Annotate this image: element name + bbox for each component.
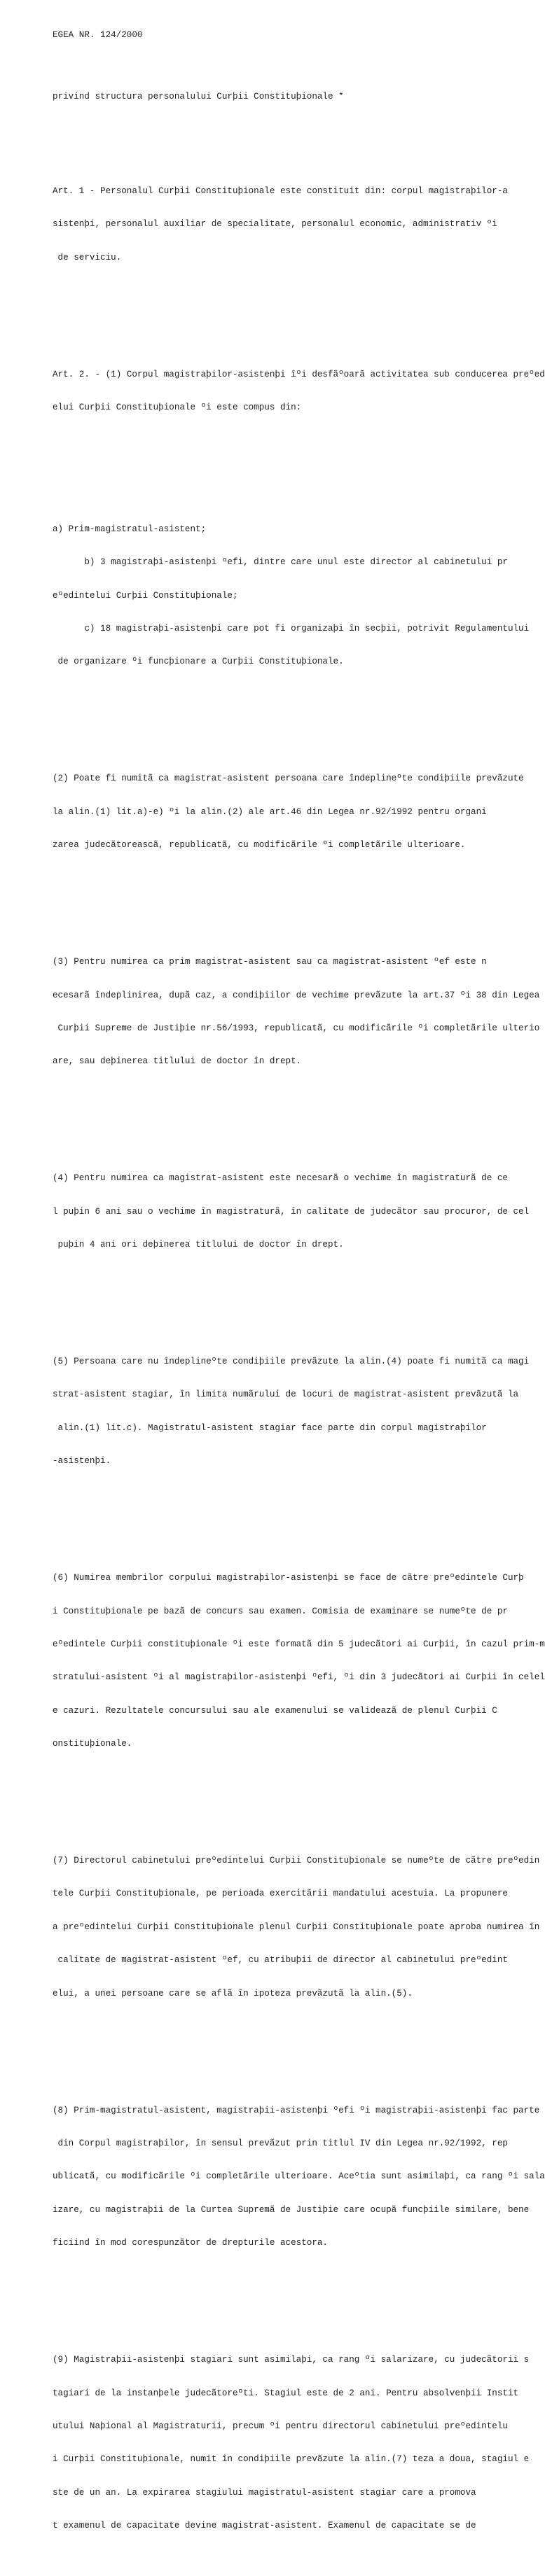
paragraph-line: sistenþi, personalul auxiliar de specialitate, personalul economic, administrativ ºi <box>53 219 497 230</box>
paragraph-line: onstituþionale. <box>53 1739 132 1749</box>
paragraph-line: e cazuri. Rezultatele concursului sau ale examenului se valideazã de plenul Curþii C <box>53 1705 497 1716</box>
paragraph-line: (6) Numirea membrilor corpului magistraþilor-asistenþi se face de cãtre preºedintele Curþ <box>53 1573 524 1583</box>
paragraph-line: de serviciu. <box>53 252 122 262</box>
paragraph-line: eºedintele Curþii constituþionale ºi este formatã din 5 judecãtori ai Curþii, în cazul prim-m <box>53 1639 545 1649</box>
paragraph-7 <box>53 1834 543 2022</box>
paragraph-line: Art. 2. - (1) Corpul magistraþilor-asistenþi îºi desfãºoarã activitatea sub conducerea preºed <box>53 369 545 379</box>
paragraph-line: (8) Prim-magistratul-asistent, magistraþii-asistenþi ºefi ºi magistraþii-asistenþi fac parte <box>53 2105 540 2115</box>
paragraph-line: l puþin 6 ani sau o vechime în magistraturã, în calitate de judecãtor sau procuror, de cel <box>53 1206 530 1217</box>
paragraph-line: stratului-asistent ºi al magistraþilor-asistenþi ºefi, ºi din 3 judecãtori ai Curþii în celel <box>53 1672 545 1683</box>
paragraph-line: utului Naþional al Magistraturii, precum ºi pentru directorul cabinetului preºedintelu <box>53 2421 508 2431</box>
paragraph-line: Art. 1 - Personalul Curþii Constituþionale este constituit din: corpul magistraþilor-a <box>53 186 508 196</box>
paragraph-line: (4) Pentru numirea ca magistrat-asistent este necesarã o vechime în magistraturã de ce <box>53 1173 508 1184</box>
paragraph-line: (2) Poate fi numitã ca magistrat-asistent persoana care îndeplineºte condiþiile prevãzute <box>53 774 524 784</box>
paragraph-3 <box>53 935 543 1090</box>
paragraph-line: la alin.(1) lit.a)-e) ºi la alin.(2) ale art.46 din Legea nr.92/1992 pentru organi <box>53 806 487 817</box>
paragraph-line: i Curþii Constituþionale, numit în condiþiile prevãzute la alin.(7) teza a doua, stagiul e <box>53 2454 530 2465</box>
paragraph-line: (7) Directorul cabinetului preºedintelui Curþii Constituþionale se numeºte de cãtre preºedin <box>53 1856 540 1866</box>
paragraph-line: a preºedintelui Curþii Constituþionale plenul Curþii Constituþionale poate aproba numirea în <box>53 1921 540 1932</box>
paragraph-line: -asistenþi. <box>53 1456 111 1466</box>
paragraph-line: zarea judecãtoreascã, republicatã, cu modificãrile ºi completãrile ulterioare. <box>53 840 466 850</box>
list-item: de organizare ºi funcþionare a Curþii Constituþionale. <box>53 657 344 667</box>
paragraph-line: ficiind în mod corespunzãtor de drepturile acestora. <box>53 2238 328 2248</box>
paragraph-line: calitate de magistrat-asistent ºef, cu atribuþii de director al cabinetului preºedint <box>53 1955 508 1966</box>
document-body <box>53 8 543 2576</box>
paragraph-line: tagiari de la instanþele judecãtoreºti. Stagiul este de 2 ani. Pentru absolvenþii Instit <box>53 2388 519 2398</box>
paragraph-line: izare, cu magistraþii de la Curtea Supremã de Justiþie care ocupã funcþiile similare, bene <box>53 2204 530 2215</box>
paragraph-line: (5) Persoana care nu îndeplineºte condiþiile prevãzute la alin.(4) poate fi numitã ca magi <box>53 1357 530 1367</box>
paragraph-line: ublicatã, cu modificãrile ºi completãrile ulterioare. Aceºtia sunt asimilaþi, ca rang ºi sala <box>53 2171 545 2182</box>
article-2-list <box>53 502 543 690</box>
paragraph-6 <box>53 1551 543 1772</box>
list-item: b) 3 magistraþi-asistenþi ºefi, dintre care unul este director al cabinetului pr <box>53 557 508 568</box>
document-header: EGEA NR. 124/2000 <box>53 29 143 40</box>
paragraph-line: elui, a unei persoane care se aflã în ipoteza prevãzutã la alin.(5). <box>53 1988 413 1998</box>
paragraph-line: ste de un an. La expirarea stagiului magistratul-asistent stagiar care a promova <box>53 2487 476 2498</box>
paragraph-line: puþin 4 ani ori deþinerea titlului de doctor în drept. <box>53 1240 344 1250</box>
list-item: eºedintelui Curþii Constituþionale; <box>53 590 238 601</box>
paragraph-line: tele Curþii Constituþionale, pe perioada exercitãrii mandatului acestuia. La propunere <box>53 1889 508 1899</box>
article-2 <box>53 347 543 435</box>
paragraph-2 <box>53 752 543 874</box>
document-subtitle: privind structura personalului Curþii Constituþionale * <box>53 91 344 102</box>
paragraph-line: are, sau deþinerea titlului de doctor în drept. <box>53 1056 302 1067</box>
list-item: c) 18 magistraþi-asistenþi care pot fi organizaþi în secþii, potrivit Regulamentului <box>53 624 530 634</box>
paragraph-line: ecesarã îndeplinirea, dupã caz, a condiþiilor de vechime prevãzute la art.37 ºi 38 din Legea <box>53 990 540 1000</box>
paragraph-8 <box>53 2083 543 2272</box>
paragraph-line: din Corpul magistraþilor, în sensul prevãzut prin titlul IV din Legea nr.92/1992, rep <box>53 2138 508 2149</box>
paragraph-5 <box>53 1334 543 1489</box>
paragraph-line: strat-asistent stagiar, în limita numãrului de locuri de magistrat-asistent prevãzutã la <box>53 1390 519 1400</box>
paragraph-line: i Constituþionale pe bazã de concurs sau examen. Comisia de examinare se numeºte de pr <box>53 1606 508 1616</box>
article-1 <box>53 164 543 286</box>
list-item: a) Prim-magistratul-asistent; <box>53 524 207 534</box>
paragraph-line: elui Curþii Constituþionale ºi este compus din: <box>53 402 302 413</box>
paragraph-line: alin.(1) lit.c). Magistratul-asistent stagiar face parte din corpul magistraþilor <box>53 1422 487 1433</box>
paragraph-line: Curþii Supreme de Justiþie nr.56/1993, republicatã, cu modificãrile ºi completãrile ulterio <box>53 1023 540 1033</box>
paragraph-line: (3) Pentru numirea ca prim magistrat-asistent sau ca magistrat-asistent ºef este n <box>53 957 487 967</box>
paragraph-line: (9) Magistraþii-asistenþi stagiari sunt asimilaþi, ca rang ºi salarizare, cu judecãtorii s <box>53 2355 530 2365</box>
paragraph-line: t examenul de capacitate devine magistrat-asistent. Examenul de capacitate se de <box>53 2521 476 2531</box>
paragraph-4 <box>53 1152 543 1273</box>
paragraph-9 <box>53 2333 543 2554</box>
